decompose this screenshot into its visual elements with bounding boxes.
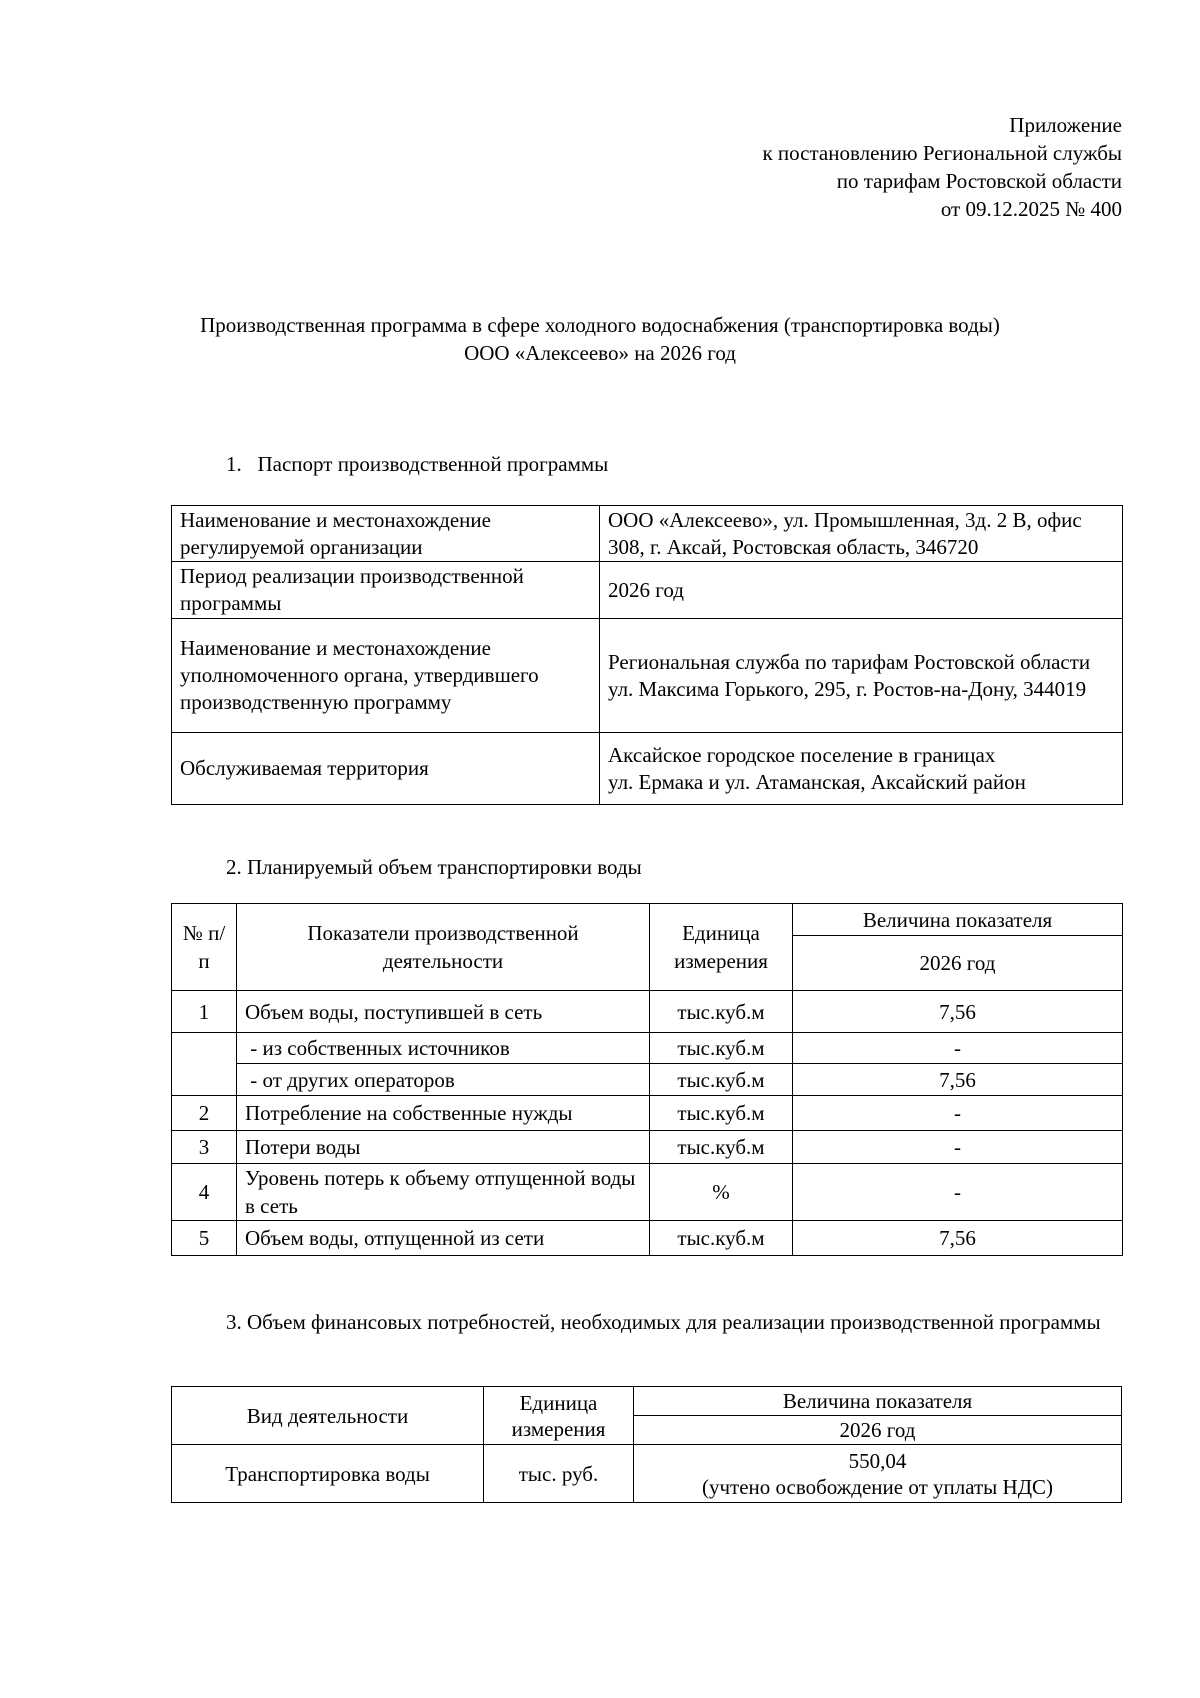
table-row <box>172 1164 1123 1221</box>
table-row <box>172 991 1123 1033</box>
table-header-row <box>172 904 1123 936</box>
row-indicator: Потери воды <box>237 1131 650 1164</box>
table-row <box>172 1445 1122 1503</box>
passport-table <box>171 505 1123 805</box>
row-value: - <box>793 1033 1123 1064</box>
row-value: - <box>793 1096 1123 1131</box>
passport-label: Обслуживаемая территория <box>172 733 600 805</box>
col-header-num: № п/п <box>172 904 237 991</box>
row-activity: Транспортировка воды <box>172 1445 484 1503</box>
table-row <box>172 562 1123 619</box>
row-value: 7,56 <box>793 991 1123 1033</box>
row-num: 2 <box>172 1096 237 1131</box>
row-unit: тыс.куб.м <box>650 1096 793 1131</box>
row-unit: тыс. руб. <box>484 1445 634 1503</box>
row-unit: тыс.куб.м <box>650 1064 793 1096</box>
header-line-4: от 09.12.2025 № 400 <box>940 197 1122 221</box>
col-header-activity: Вид деятельности <box>172 1387 484 1445</box>
row-num: 4 <box>172 1164 237 1221</box>
row-value <box>634 1445 1122 1503</box>
table-row <box>172 1064 1123 1096</box>
table-row <box>172 619 1123 733</box>
finance-value: 550,04 <box>848 1448 907 1473</box>
passport-value-line: ул. Ермака и ул. Атаманская, Аксайский район <box>608 769 1026 794</box>
passport-value-line: Аксайское городское поселение в границах <box>608 742 996 767</box>
passport-value <box>600 619 1123 733</box>
row-indicator: - из собственных источников <box>237 1033 650 1064</box>
header-line-3: по тарифам Ростовской области <box>836 169 1122 193</box>
row-unit: тыс.куб.м <box>650 1033 793 1064</box>
passport-label: Наименование и местонахождение уполномоченного органа, утвердившего производственную программу <box>172 619 600 733</box>
passport-value: 2026 год <box>600 562 1123 619</box>
row-indicator: Потребление на собственные нужды <box>237 1096 650 1131</box>
col-header-indicator: Показатели производственной деятельности <box>237 904 650 991</box>
approval-header <box>762 111 1122 223</box>
row-value: - <box>793 1164 1123 1221</box>
row-indicator: Уровень потерь к объему отпущенной воды в сеть <box>237 1164 650 1221</box>
table-row <box>172 1033 1123 1064</box>
section1-heading: 1. Паспорт производственной программы <box>226 452 609 476</box>
row-num: 3 <box>172 1131 237 1164</box>
col-header-year: 2026 год <box>634 1416 1122 1445</box>
row-unit: тыс.куб.м <box>650 991 793 1033</box>
finance-table <box>171 1386 1122 1503</box>
passport-value <box>600 733 1123 805</box>
table-header-row <box>172 1387 1122 1416</box>
row-unit: тыс.куб.м <box>650 1221 793 1256</box>
col-header-unit: Единица измерения <box>484 1387 634 1445</box>
header-line-2: к постановлению Региональной службы <box>762 141 1122 165</box>
table-row <box>172 1131 1123 1164</box>
table-row <box>172 733 1123 805</box>
table-row <box>172 1096 1123 1131</box>
col-header-value: Величина показателя <box>793 904 1123 936</box>
title-line-2: ООО «Алексеево» на 2026 год <box>464 341 736 365</box>
table-row <box>172 1221 1123 1256</box>
row-value: 7,56 <box>793 1221 1123 1256</box>
passport-label: Наименование и местонахождение регулируемой организации <box>172 506 600 562</box>
passport-value-line: ул. Максима Горького, 295, г. Ростов-на-Дону, 344019 <box>608 676 1087 701</box>
title-line-1: Производственная программа в сфере холодного водоснабжения (транспортировка воды) <box>200 313 1000 337</box>
col-header-year: 2026 год <box>793 936 1123 991</box>
table-row <box>172 506 1123 562</box>
row-indicator: - от других операторов <box>237 1064 650 1096</box>
passport-value-line: Региональная служба по тарифам Ростовской области <box>608 649 1091 674</box>
col-header-unit: Единица измерения <box>650 904 793 991</box>
row-num <box>172 1064 237 1096</box>
row-value: - <box>793 1131 1123 1164</box>
section3-heading: 3. Объем финансовых потребностей, необходимых для реализации производственной программы <box>226 1310 1101 1334</box>
finance-note: (учтено освобождение от уплаты НДС) <box>701 1474 1054 1499</box>
header-line-1: Приложение <box>1009 113 1122 137</box>
row-num <box>172 1033 237 1064</box>
row-num: 1 <box>172 991 237 1033</box>
row-indicator: Объем воды, поступившей в сеть <box>237 991 650 1033</box>
passport-label: Период реализации производственной программы <box>172 562 600 619</box>
row-unit: % <box>650 1164 793 1221</box>
volume-table <box>171 903 1123 1256</box>
passport-value: ООО «Алексеево», ул. Промышленная, 3д. 2 В, офис 308, г. Аксай, Ростовская область, 346720 <box>600 506 1123 562</box>
document-title <box>0 311 1200 367</box>
row-indicator: Объем воды, отпущенной из сети <box>237 1221 650 1256</box>
section2-heading: 2. Планируемый объем транспортировки воды <box>226 855 642 879</box>
row-unit: тыс.куб.м <box>650 1131 793 1164</box>
row-num: 5 <box>172 1221 237 1256</box>
col-header-value: Величина показателя <box>634 1387 1122 1416</box>
row-value: 7,56 <box>793 1064 1123 1096</box>
